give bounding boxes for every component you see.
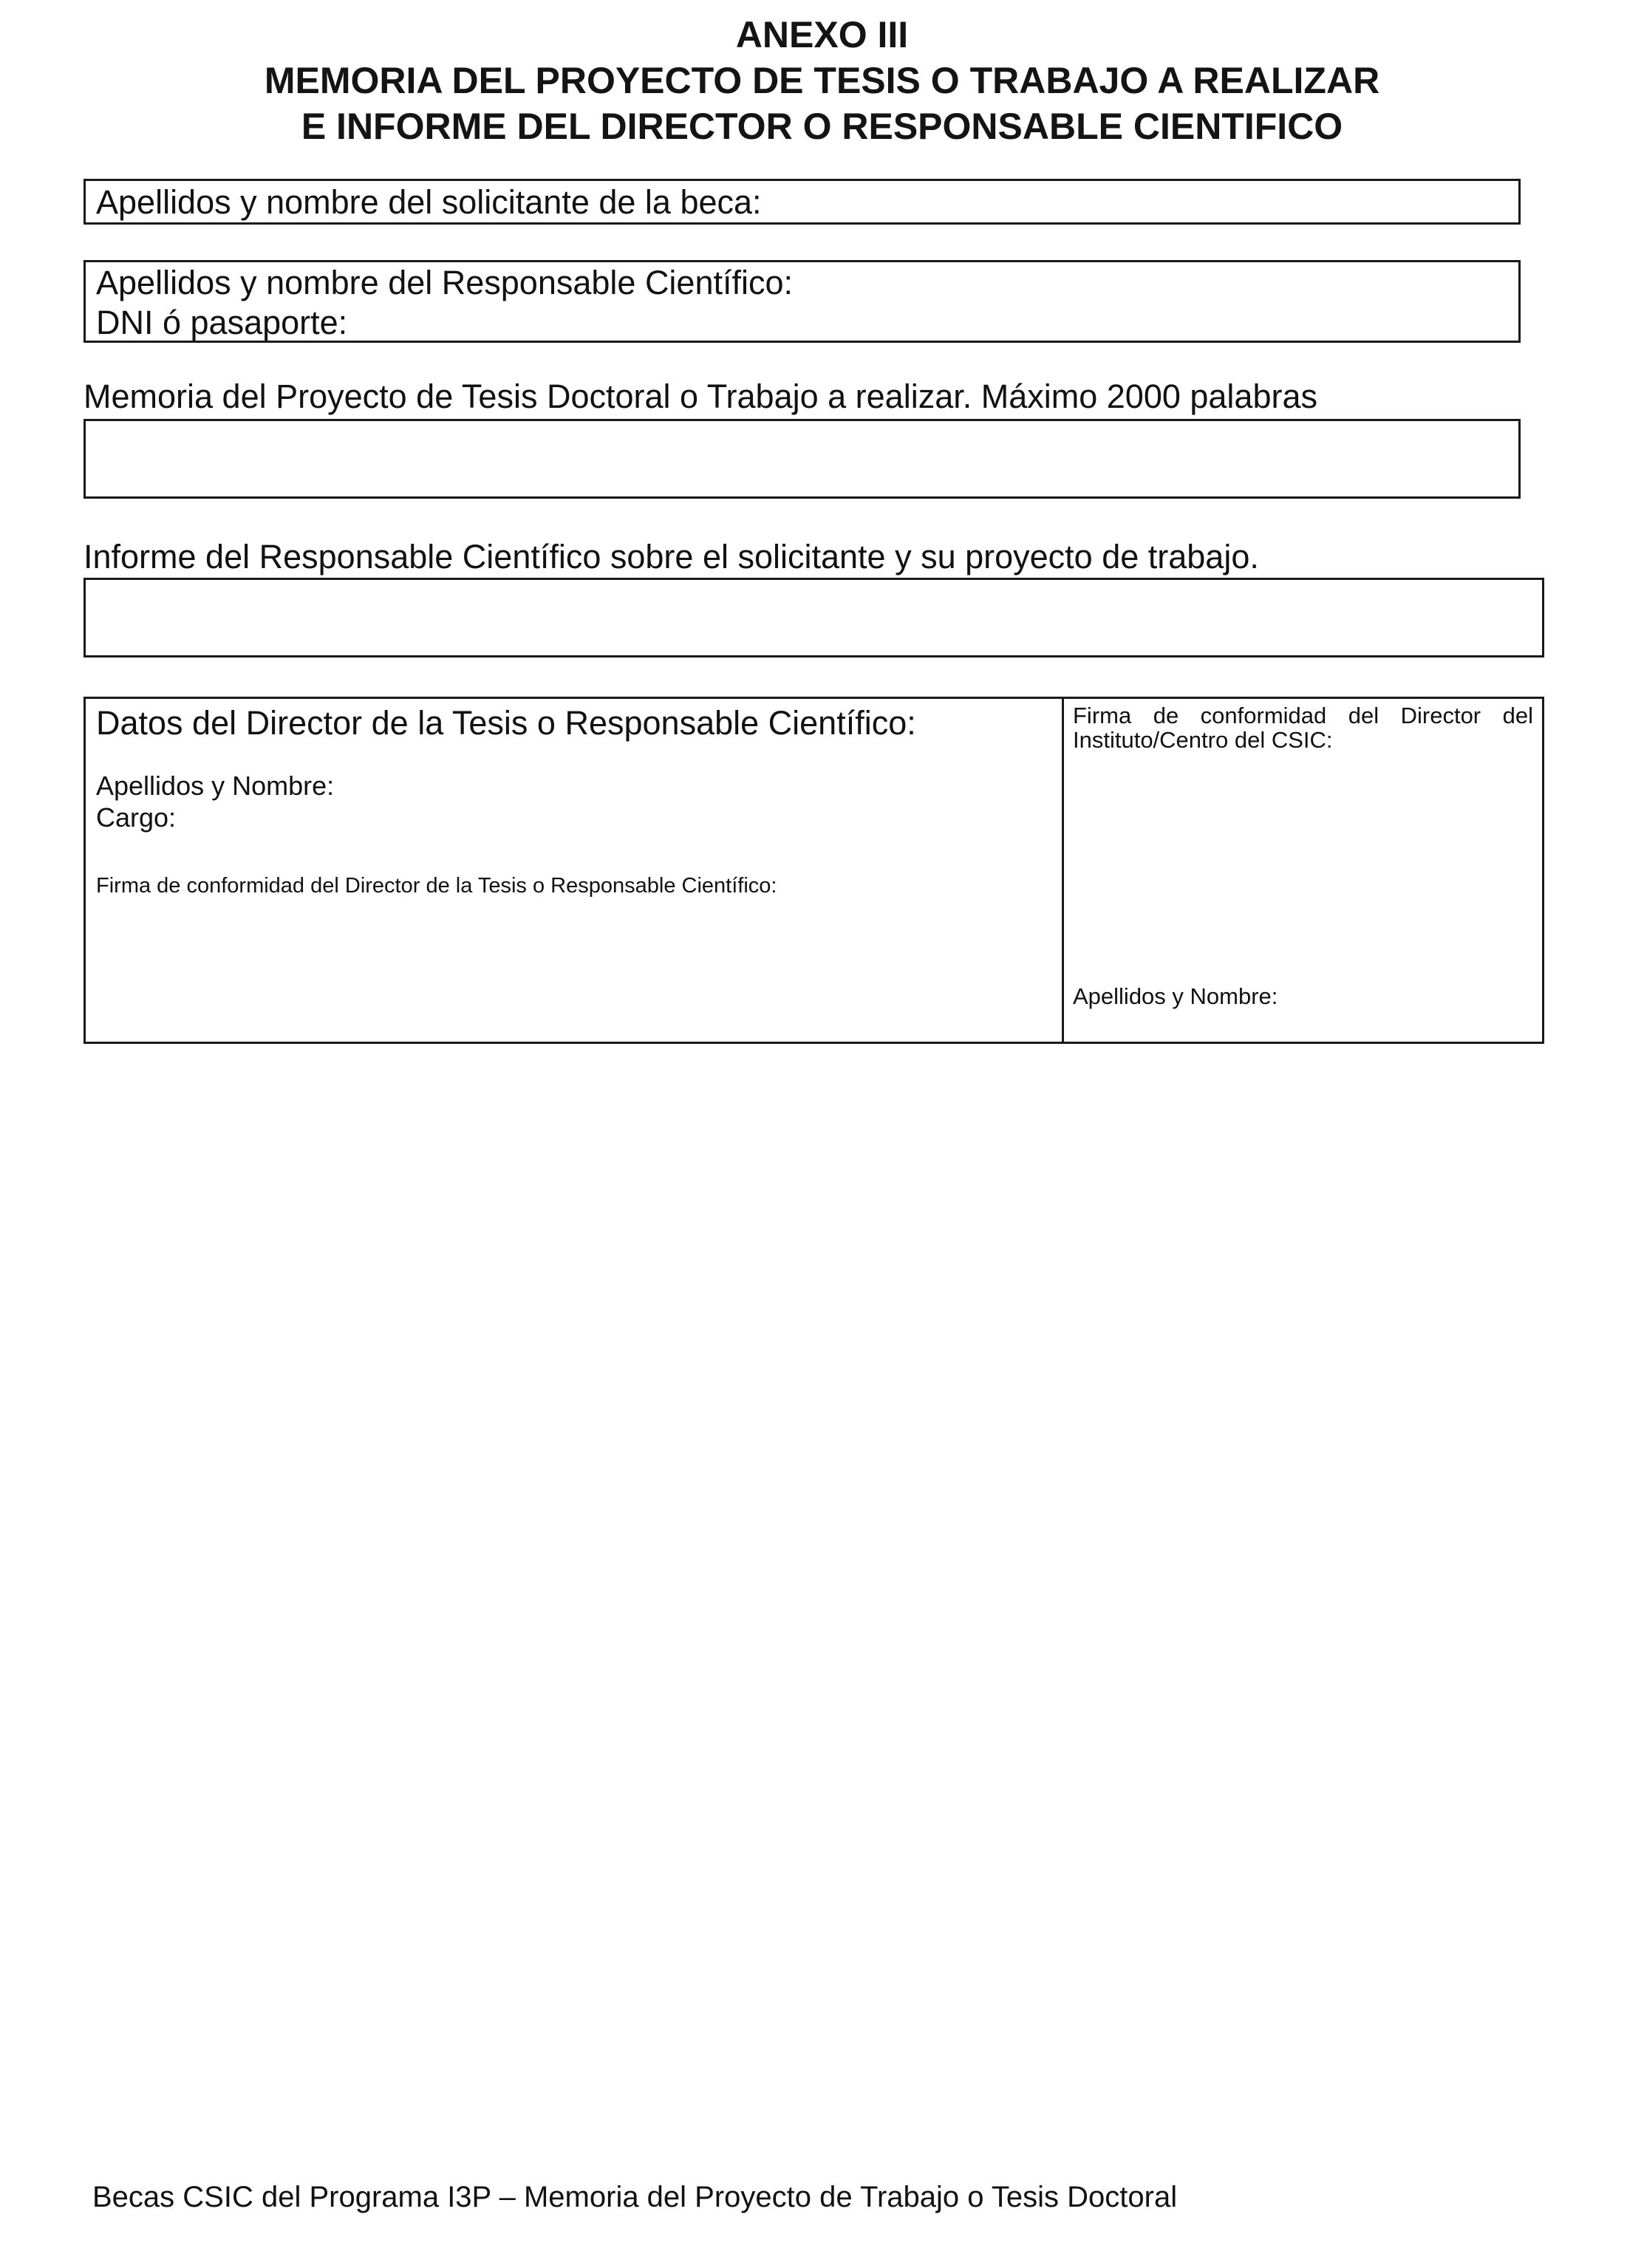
responsible-name-label: Apellidos y nombre del Responsable Científico: xyxy=(96,264,794,301)
project-report-label: Memoria del Proyecto de Tesis Doctoral o Trabajo a realizar. Máximo 2000 palabras xyxy=(83,378,1317,415)
director-signature-label: Firma de conformidad del Director de la Tesis o Responsable Científico: xyxy=(96,874,777,898)
responsible-report-field[interactable] xyxy=(83,578,1544,657)
document-title-line-1: MEMORIA DEL PROYECTO DE TESIS O TRABAJO A REALIZAR xyxy=(264,60,1380,101)
applicant-name-label: Apellidos y nombre del solicitante de la beca: xyxy=(96,183,762,221)
director-data-cell[interactable] xyxy=(86,699,1064,1042)
director-data-table xyxy=(83,697,1544,1044)
director-name-label: Apellidos y Nombre: xyxy=(96,771,335,801)
director-data-heading: Datos del Director de la Tesis o Responsable Científico: xyxy=(96,704,916,742)
dni-passport-label: DNI ó pasaporte: xyxy=(96,304,348,341)
institute-director-name-label: Apellidos y Nombre: xyxy=(1073,983,1278,1009)
applicant-name-field[interactable] xyxy=(83,179,1521,225)
page-footer: Becas CSIC del Programa I3P – Memoria del Proyecto de Trabajo o Tesis Doctoral xyxy=(92,2181,1178,2213)
project-report-field[interactable] xyxy=(83,419,1521,499)
annex-title: ANEXO III xyxy=(735,14,909,55)
institute-signature-cell[interactable] xyxy=(1064,699,1542,1042)
responsible-report-label: Informe del Responsable Científico sobre el solicitante y su proyecto de trabajo. xyxy=(83,538,1259,575)
director-position-label: Cargo: xyxy=(96,802,177,833)
document-title-line-2: E INFORME DEL DIRECTOR O RESPONSABLE CIENTIFICO xyxy=(301,106,1343,147)
document-header xyxy=(0,12,1644,149)
scientific-responsible-field[interactable] xyxy=(83,260,1521,343)
institute-signature-label: Firma de conformidad del Director del Instituto/Centro del CSIC: xyxy=(1073,703,1533,753)
